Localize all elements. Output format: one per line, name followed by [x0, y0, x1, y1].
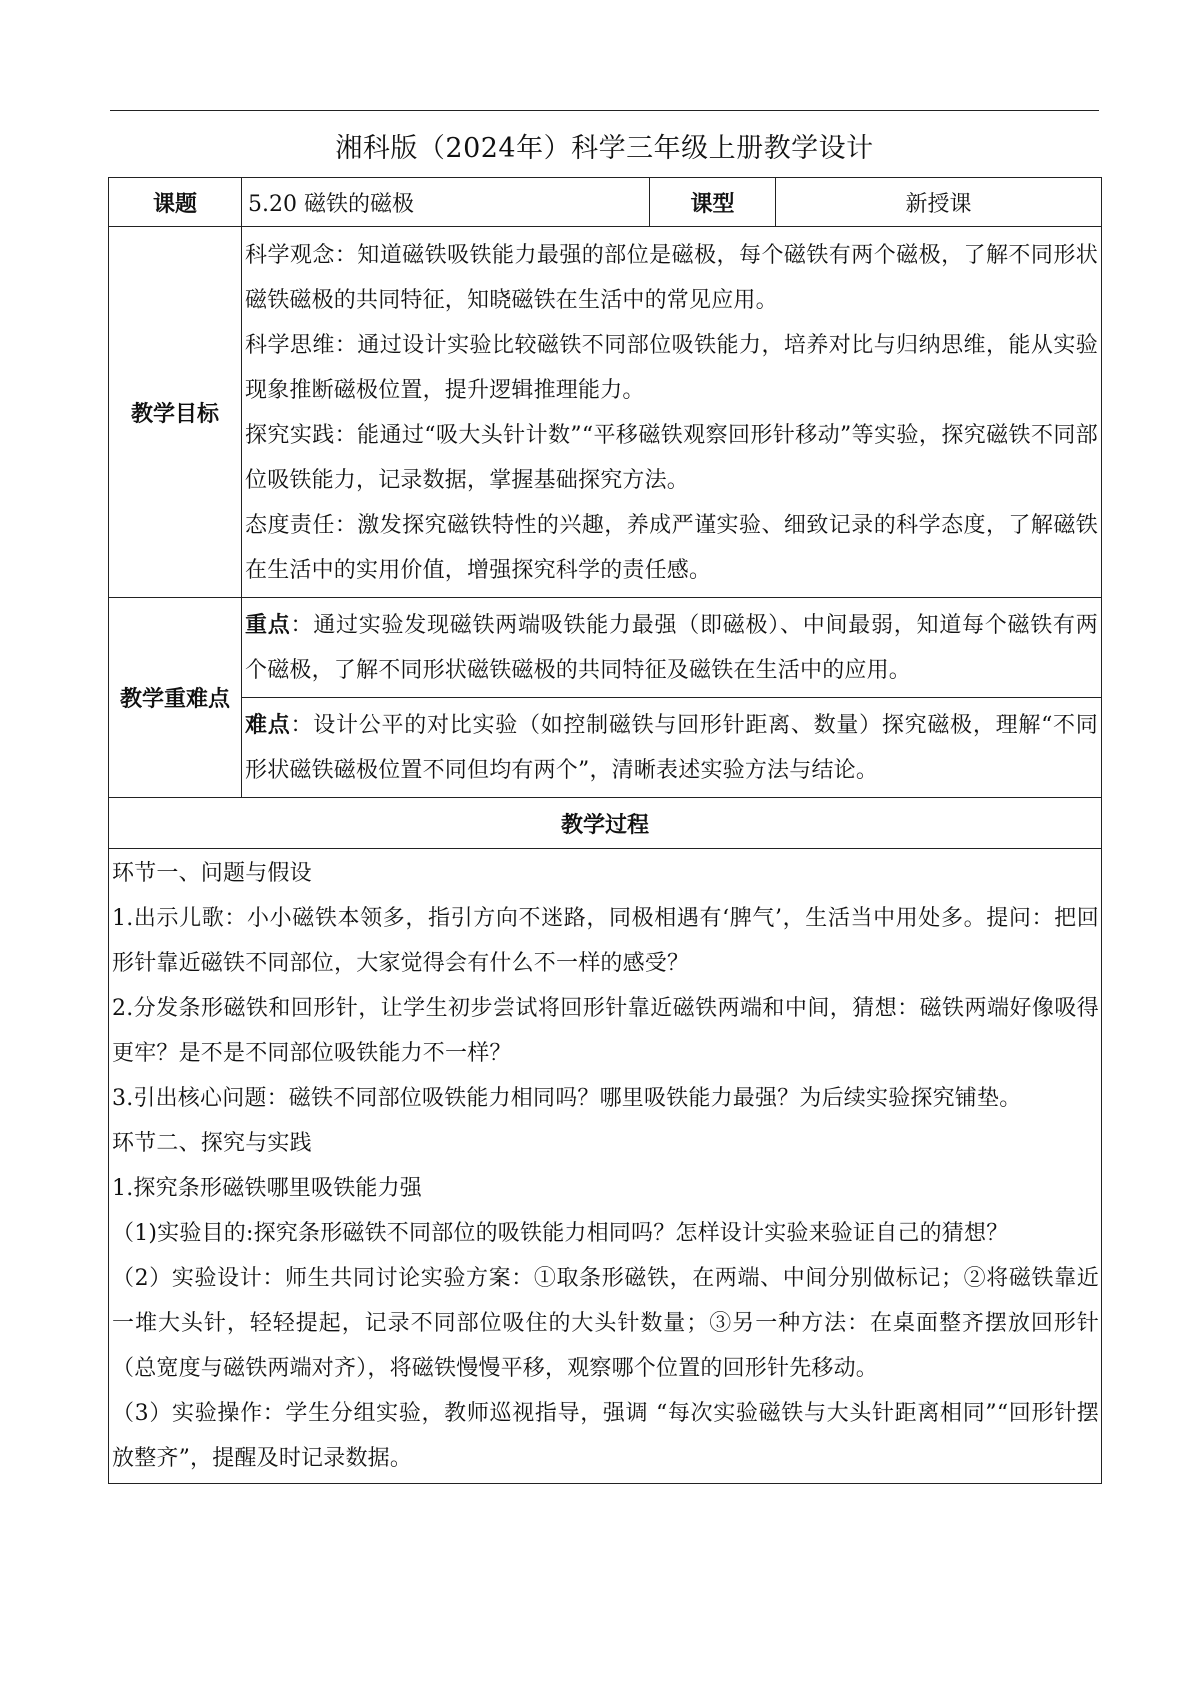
stage-one-step-3: 3.引出核心问题：磁铁不同部位吸铁能力相同吗？哪里吸铁能力最强？为后续实验探究铺垫。 [112, 1086, 1022, 1111]
focus-paragraph [242, 603, 1101, 693]
objectives-label: 教学目标 [109, 227, 242, 598]
process-content [109, 849, 1102, 1484]
lesson-plan-table [108, 177, 1102, 1484]
stage-one-heading: 环节一、问题与假设 [112, 861, 312, 886]
difficulty-cell [242, 698, 1102, 798]
type-value: 新授课 [776, 178, 1102, 227]
focus-keyword: 重点 [245, 613, 291, 638]
difficulty-keyword: 难点 [245, 713, 291, 738]
focus-cell [242, 598, 1102, 698]
objective-concept: 科学观念：知道磁铁吸铁能力最强的部位是磁极，每个磁铁有两个磁极，了解不同形状磁铁磁极的共同特征，知晓磁铁在生活中的常见应用。 [245, 243, 1098, 313]
objectives-content [242, 227, 1102, 598]
objective-attitude: 态度责任：激发探究磁铁特性的兴趣，养成严谨实验、细致记录的科学态度，了解磁铁在生活中的实用价值，增强探究科学的责任感。 [245, 513, 1098, 583]
type-label: 课型 [650, 178, 776, 227]
stage-one-step-1: 1.出示儿歌：小小磁铁本领多，指引方向不迷路，同极相遇有‘脾气’，生活当中用处多。提问：把回形针靠近磁铁不同部位，大家觉得会有什么不一样的感受？ [112, 906, 1099, 976]
experiment-operation: （3）实验操作：学生分组实验，教师巡视指导，强调 “每次实验磁铁与大头针距离相同”“回形针摆放整齐”，提醒及时记录数据。 [112, 1401, 1099, 1471]
stage-two-subheading: 1.探究条形磁铁哪里吸铁能力强 [112, 1176, 422, 1201]
stage-one-step-2: 2.分发条形磁铁和回形针，让学生初步尝试将回形针靠近磁铁两端和中间，猜想：磁铁两端好像吸得更牢？是不是不同部位吸铁能力不一样？ [112, 996, 1099, 1066]
objective-thinking: 科学思维：通过设计实验比较磁铁不同部位吸铁能力，培养对比与归纳思维，能从实验现象推断磁极位置，提升逻辑推理能力。 [245, 333, 1098, 403]
difficulty-paragraph [242, 703, 1101, 793]
stage-two-heading: 环节二、探究与实践 [112, 1131, 312, 1156]
objectives-row [109, 227, 1102, 598]
difficulty-text: ：设计公平的对比实验（如控制磁铁与回形针距离、数量）探究磁极，理解“不同形状磁铁磁极位置不同但均有两个”，清晰表述实验方法与结论。 [245, 713, 1099, 783]
topic-label: 课题 [109, 178, 242, 227]
focus-row [109, 598, 1102, 698]
key-points-label: 教学重难点 [109, 598, 242, 798]
focus-text: ：通过实验发现磁铁两端吸铁能力最强（即磁极）、中间最弱，知道每个磁铁有两个磁极，了解不同形状磁铁磁极的共同特征及磁铁在生活中的应用。 [245, 613, 1099, 683]
topic-value: 5.20 磁铁的磁极 [242, 178, 650, 227]
topic-row [109, 178, 1102, 227]
experiment-design: （2）实验设计：师生共同讨论实验方案：①取条形磁铁，在两端、中间分别做标记；②将磁铁靠近一堆大头针，轻轻提起，记录不同部位吸住的大头针数量；③另一种方法：在桌面整齐摆放回形针（总宽度与磁铁两端对齐），将磁铁慢慢平移，观察哪个位置的回形针先移动。 [112, 1266, 1099, 1381]
process-heading-row [109, 798, 1102, 849]
document-title: 湘科版（2024年）科学三年级上册教学设计 [335, 133, 874, 164]
objective-practice: 探究实践：能通过“吸大头针计数”“平移磁铁观察回形针移动”等实验，探究磁铁不同部位吸铁能力，记录数据，掌握基础探究方法。 [245, 423, 1098, 493]
process-row [109, 849, 1102, 1484]
difficulty-row [109, 698, 1102, 798]
process-heading: 教学过程 [109, 798, 1102, 849]
experiment-purpose: （1)实验目的:探究条形磁铁不同部位的吸铁能力相同吗？怎样设计实验来验证自己的猜想？ [112, 1221, 1009, 1246]
header-rule [110, 110, 1099, 111]
